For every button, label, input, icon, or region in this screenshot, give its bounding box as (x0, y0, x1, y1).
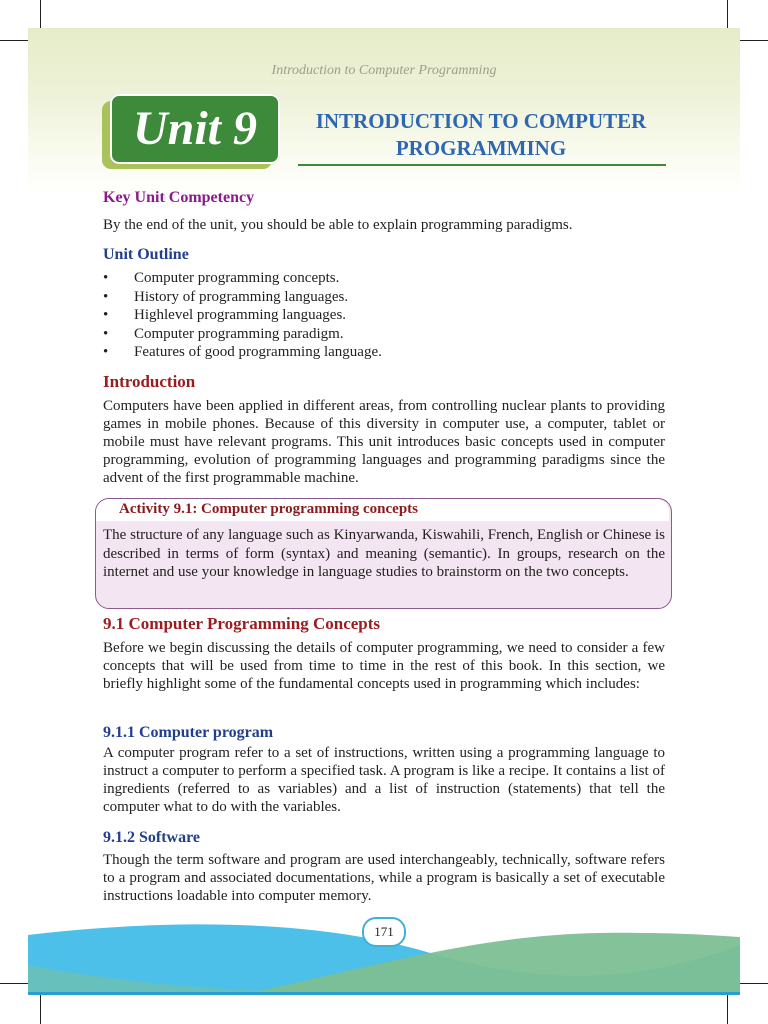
unit-outline-list (103, 269, 665, 362)
list-item: • Computer programming paradigm. (103, 325, 344, 342)
crop-mark (40, 0, 41, 30)
running-head: Introduction to Computer Programming (271, 63, 497, 78)
bullet: • (103, 288, 109, 305)
activity-title: Activity 9.1: Computer programming concepts (119, 501, 418, 517)
section-9-1-heading: 9.1 Computer Programming Concepts (103, 614, 381, 633)
chapter-title (296, 108, 666, 162)
section-9-1-2-heading: 9.1.2 Software (103, 829, 201, 846)
section-9-1-1-text: A computer program refer to a set of instructions, written using a programming language to instruct a computer to perform a specified task. A program is like a recipe. It contains a list of ingredients (referred to as variables) and a list of instruction (statements) that tell the computer what to do with the variables. (103, 745, 665, 815)
bullet: • (103, 270, 109, 286)
bullet: • (103, 325, 109, 342)
unit-outline-heading: Unit Outline (103, 246, 189, 263)
list-item: • History of programming languages. (103, 288, 349, 305)
list-item: • Highlevel programming languages. (103, 307, 347, 323)
unit-label: Unit 9 (132, 102, 258, 155)
chapter-title-rule (298, 164, 666, 166)
bullet: • (103, 307, 109, 323)
activity-text: The structure of any language such as Kinyarwanda, Kiswahili, French, English or Chinese is described in terms of form (syntax) and meaning (semantic). In groups, research on the internet and use your knowledge in language studies to brainstorm on the two concepts. (103, 527, 665, 580)
key-competency-heading: Key Unit Competency (103, 189, 255, 206)
chapter-title-line2: PROGRAMMING (395, 136, 567, 160)
list-item: • Computer programming concepts. (103, 270, 340, 286)
introduction-heading: Introduction (103, 372, 196, 391)
section-9-1-2-text: Though the term software and program are used interchangeably, technically, software refers to a program and associated documentations, while a program is basically a set of executable instructions loadable into computer memory. (103, 852, 665, 904)
crop-mark (0, 40, 30, 41)
crop-mark (738, 40, 768, 41)
key-competency-text: By the end of the unit, you should be able to explain programming paradigms. (103, 217, 573, 233)
introduction-text: Computers have been applied in different areas, from controlling nuclear plants to providing games in mobile phones. Because of this diversity in computer use, a computer, tablet or mobile must have relevant programs. This unit introduces basic concepts used in computer programming, evolution of programming languages and programming paradigms since the advent of the first programmable machine. (103, 398, 665, 486)
page-number: 171 (362, 917, 406, 947)
list-item: • Features of good programming language. (103, 344, 382, 360)
bullet: • (103, 344, 109, 360)
chapter-title-line1: INTRODUCTION TO COMPUTER (315, 109, 647, 133)
section-9-1-1-heading: 9.1.1 Computer program (103, 724, 274, 741)
crop-mark (727, 0, 728, 30)
section-9-1-text: Before we begin discussing the details of computer programming, we need to consider a few concepts that will be used from time to time in the rest of this book. In this section, we briefly highlight some of the fundamental concepts used in programming which includes: (103, 640, 665, 692)
